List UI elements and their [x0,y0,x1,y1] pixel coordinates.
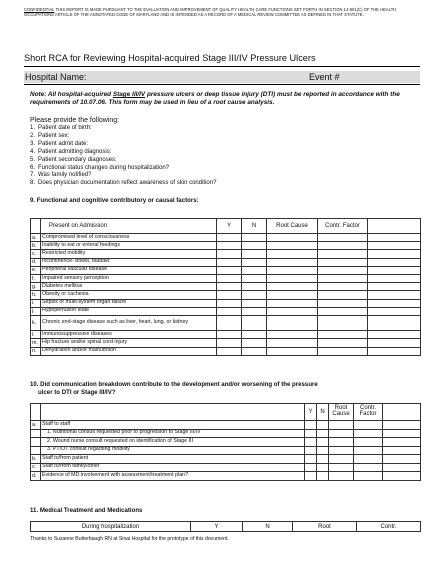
n-cell[interactable] [242,283,267,291]
row-letter [31,446,41,455]
confidential-label: CONFIDENTIAL [24,7,55,12]
y-cell[interactable] [305,438,317,447]
table-row [31,421,421,430]
row-letter: a. [31,234,41,242]
row-label: Obesity or cachexia [41,291,217,299]
question-text: Does physician documentation reflect awareness of skin condition? [38,180,217,187]
question-item [30,149,216,157]
question-number: 1. [30,125,36,131]
extra-cell[interactable] [368,291,421,299]
table-row [31,429,421,438]
root-cause-cell[interactable] [267,234,318,242]
question-item [30,133,216,141]
y-cell[interactable] [217,274,242,282]
page-title: Short RCA for Reviewing Hospital-acquired Stage III/IV Pressure Ulcers [24,53,316,63]
contr-factor-cell[interactable] [318,315,368,330]
question-number: 2. [30,132,36,139]
hospital-rule [24,84,420,85]
row-label: Dehydration and/or malnutrition [41,347,217,355]
header-root: Root [293,522,357,532]
n-cell[interactable] [317,455,329,464]
table-row [31,307,421,315]
root-cause-cell[interactable] [267,299,318,307]
question-number: 5. [30,156,36,163]
header-blank-label [41,404,305,421]
header-during-hospitalization: During hospitalization [31,522,191,532]
confidential-text: THIS REPORT IS MADE PURSUANT TO THE EVALUATION AND IMPROVEMENT OF QUALITY HEALTH CARE FUNCTIONS SET FORTH IN SECTION 14-501(C) OF THE HEALTH OCCUPATIONS ARTICLE OF THE ANNOTATED CODE OF MARYLAND AND IS INTENDED AS A RECORD OF A MEDICAL REVIEW COMMITTEE AS DEFINED IN THAT STATUTE. [24,7,397,18]
contr-factor-cell[interactable] [318,331,368,339]
row-letter: b. [31,455,41,464]
header-contr: Contr. [357,522,421,532]
row-letter: k. [31,315,41,330]
row-label: Staff to staff [41,421,305,430]
root-cause-cell[interactable] [267,274,318,282]
row-letter: d. [31,258,41,266]
section-9-title: 9. Functional and cognitive contributory or causal factors: [30,197,199,204]
table-row [31,266,421,274]
header-root-cause: Root Cause [267,219,318,234]
header-root-cause: Root Cause [329,404,354,421]
table-row [31,234,421,242]
table-row [31,299,421,307]
extra-cell[interactable] [368,266,421,274]
y-cell[interactable] [305,446,317,455]
question-text: Patient secondary diagnoses: [38,156,117,163]
table-row [31,274,421,282]
question-item [30,125,216,133]
event-number-label: Event # [309,72,340,82]
header-blank [383,404,421,421]
contr-factor-cell[interactable] [318,250,368,258]
row-letter: m. [31,339,41,347]
row-label: Hip fracture and/or spinal cord injury [41,339,217,347]
question-text: Was family notified? [38,172,92,179]
table-row [31,472,421,481]
n-cell[interactable] [242,307,267,315]
row-letter: e. [31,266,41,274]
row-label: Diabetes mellitus [41,283,217,291]
note-stage-underlined: Stage III/IV [112,91,146,98]
table-row [31,258,421,266]
question-text: Patient admit date: [38,140,89,147]
root-cause-cell[interactable] [329,472,354,481]
contr-factor-cell[interactable] [354,446,383,455]
question-item [30,172,216,180]
header-letter-cell [31,219,41,234]
header-y: Y [217,219,242,234]
y-cell[interactable] [305,472,317,481]
n-cell[interactable] [242,234,267,242]
n-cell[interactable] [242,258,267,266]
table-row [31,463,421,472]
root-cause-cell[interactable] [267,315,318,330]
root-cause-cell[interactable] [267,347,318,355]
section-11-header-row [31,522,421,532]
contr-factor-cell[interactable] [318,283,368,291]
contr-factor-cell[interactable] [318,299,368,307]
contr-factor-cell[interactable] [318,258,368,266]
contr-factor-cell[interactable] [318,266,368,274]
n-cell[interactable] [317,463,329,472]
extra-cell[interactable] [368,331,421,339]
extra-cell[interactable] [368,339,421,347]
note-part-c: pressure ulcers or deep tissue injury (DTI) must be reported in accordance with the requirements of 10.07.06. This form may be used in lieu of a root cause analysis. [30,91,400,106]
row-label: 3. PT/OT consult regarding mobility [41,446,305,455]
section-11-title: 11. Medical Treatment and Medications [30,507,143,514]
contr-factor-cell[interactable] [318,347,368,355]
row-label: Compromised level of consciousness [41,234,217,242]
confidentiality-notice [24,7,420,18]
contr-factor-cell[interactable] [354,463,383,472]
n-cell[interactable] [242,250,267,258]
extra-cell[interactable] [383,446,421,455]
y-cell[interactable] [217,315,242,330]
contr-factor-cell[interactable] [318,274,368,282]
row-letter: c. [31,250,41,258]
n-cell[interactable] [242,315,267,330]
question-list [30,125,216,188]
row-letter: i. [31,299,41,307]
root-cause-cell[interactable] [267,250,318,258]
row-letter: j. [31,307,41,315]
root-cause-cell[interactable] [329,438,354,447]
extra-cell[interactable] [383,421,421,430]
header-n: N [242,219,267,234]
root-cause-cell[interactable] [267,258,318,266]
y-cell[interactable] [217,234,242,242]
row-label: Immunosuppressive diseases [41,331,217,339]
row-letter: f. [31,274,41,282]
contr-factor-cell[interactable] [318,291,368,299]
n-cell[interactable] [242,339,267,347]
row-label: 2. Wound nurse consult requested on identification of Stage III [41,438,305,447]
contr-factor-cell[interactable] [354,455,383,464]
n-cell[interactable] [242,274,267,282]
section-10-header-row [31,404,421,421]
y-cell[interactable] [217,299,242,307]
table-row [31,331,421,339]
extra-cell[interactable] [383,455,421,464]
n-cell[interactable] [317,429,329,438]
hospital-bar [24,71,420,83]
root-cause-cell[interactable] [329,455,354,464]
row-label: Impaired sensory perception [41,274,217,282]
table-row [31,347,421,355]
n-cell[interactable] [317,472,329,481]
header-y: Y [191,522,243,532]
table-row [31,250,421,258]
table-row [31,283,421,291]
n-cell[interactable] [317,421,329,430]
extra-cell[interactable] [383,463,421,472]
question-item [30,157,216,165]
root-cause-cell[interactable] [329,463,354,472]
root-cause-cell[interactable] [329,446,354,455]
question-number: 7. [30,172,36,179]
extra-cell[interactable] [368,258,421,266]
row-label: Evidence of MD involvement with assessment/treatment plan? [41,472,305,481]
header-contr-factor: Contr. Factor [318,219,368,234]
row-letter: d. [31,472,41,481]
row-label: Staff to/from patient [41,455,305,464]
acknowledgement: Thanks to Suzanne Butterbaugh RN at Sinai Hospital for the prototype of this document. [30,536,229,542]
y-cell[interactable] [217,307,242,315]
extra-cell[interactable] [383,472,421,481]
row-label: Peripheral vascular disease [41,266,217,274]
header-y: Y [305,404,317,421]
table-row [31,339,421,347]
note-part-a: Note: All hospital-acquired [30,91,113,98]
extra-cell[interactable] [368,315,421,330]
question-item [30,165,216,173]
row-letter: h. [31,291,41,299]
row-label: Staff to/from family/other [41,463,305,472]
note-paragraph [30,91,400,107]
y-cell[interactable] [305,455,317,464]
y-cell[interactable] [217,291,242,299]
contr-factor-cell[interactable] [354,472,383,481]
extra-cell[interactable] [368,307,421,315]
table-row [31,438,421,447]
table-row [31,291,421,299]
table-row [31,455,421,464]
y-cell[interactable] [217,331,242,339]
contr-factor-cell[interactable] [354,429,383,438]
y-cell[interactable] [217,242,242,250]
row-letter: b. [31,242,41,250]
provide-heading: Please provide the following: [30,117,120,124]
extra-cell[interactable] [368,250,421,258]
extra-cell[interactable] [383,438,421,447]
header-n: N [243,522,293,532]
root-cause-cell[interactable] [267,266,318,274]
row-letter: g. [31,283,41,291]
contr-factor-cell[interactable] [354,421,383,430]
row-letter: l. [31,331,41,339]
question-number: 4. [30,148,36,155]
section-10-title-line2: ulcer to DTI or Stage III/IV? [38,389,116,396]
root-cause-cell[interactable] [267,242,318,250]
row-label: Incontinence- bowel, bladder [41,258,217,266]
question-item [30,180,216,188]
question-item [30,141,216,149]
n-cell[interactable] [242,266,267,274]
hospital-name-label: Hospital Name: [25,72,87,82]
root-cause-cell[interactable] [267,283,318,291]
contr-factor-cell[interactable] [318,242,368,250]
question-text: Patient admitting diagnosis: [38,148,112,155]
y-cell[interactable] [217,283,242,291]
question-number: 8. [30,180,36,187]
question-text: Functional status changes during hospitalization? [38,164,170,171]
extra-cell[interactable] [368,347,421,355]
table-row [31,242,421,250]
question-number: 3. [30,140,36,147]
n-cell[interactable] [242,299,267,307]
y-cell[interactable] [217,250,242,258]
root-cause-cell[interactable] [267,339,318,347]
section-9-table [30,218,421,356]
n-cell[interactable] [317,438,329,447]
extra-cell[interactable] [368,283,421,291]
section-9-header-row [31,219,421,234]
root-cause-cell[interactable] [329,429,354,438]
header-blank [368,219,421,234]
row-label: Chronic end-stage disease such as liver, heart, lung, or kidney [41,315,217,330]
row-label: Hypoperfusion state [41,307,217,315]
row-label: Sepsis or multi-system organ failure [41,299,217,307]
y-cell[interactable] [305,421,317,430]
y-cell[interactable] [217,266,242,274]
y-cell[interactable] [217,258,242,266]
contr-factor-cell[interactable] [318,234,368,242]
row-letter [31,438,41,447]
root-cause-cell[interactable] [267,331,318,339]
n-cell[interactable] [317,446,329,455]
table-row [31,315,421,330]
row-label: Restricted mobility [41,250,217,258]
extra-cell[interactable] [368,242,421,250]
title-rule-top [24,66,420,67]
y-cell[interactable] [217,347,242,355]
y-cell[interactable] [217,339,242,347]
table-row [31,446,421,455]
n-cell[interactable] [242,242,267,250]
extra-cell[interactable] [368,274,421,282]
header-n: N [317,404,329,421]
root-cause-cell[interactable] [267,291,318,299]
contr-factor-cell[interactable] [354,438,383,447]
y-cell[interactable] [305,463,317,472]
row-label: 1. Nutritional consult requested prior to progression to Stage III/IV [41,429,305,438]
row-label: Inability to eat or enteral feedings [41,242,217,250]
header-contr-factor: Contr. Factor [354,404,383,421]
n-cell[interactable] [242,291,267,299]
header-letter-cell [31,404,41,421]
row-letter: n. [31,347,41,355]
extra-cell[interactable] [368,234,421,242]
row-letter [31,429,41,438]
y-cell[interactable] [305,429,317,438]
row-letter: a. [31,421,41,430]
extra-cell[interactable] [368,299,421,307]
n-cell[interactable] [242,347,267,355]
section-11-table [30,521,421,532]
question-text: Patient sex: [38,132,70,139]
section-10-title-line1: 10. Did communication breakdown contribute to the development and/or worsening of the pressure [30,381,318,388]
root-cause-cell[interactable] [267,307,318,315]
contr-factor-cell[interactable] [318,339,368,347]
extra-cell[interactable] [383,429,421,438]
n-cell[interactable] [242,331,267,339]
row-letter: c. [31,463,41,472]
root-cause-cell[interactable] [329,421,354,430]
section-10-table [30,403,421,481]
contr-factor-cell[interactable] [318,307,368,315]
question-number: 6. [30,164,36,171]
header-present-on-admission: Present on Admission [41,219,217,234]
question-text: Patient date of birth: [38,125,92,131]
